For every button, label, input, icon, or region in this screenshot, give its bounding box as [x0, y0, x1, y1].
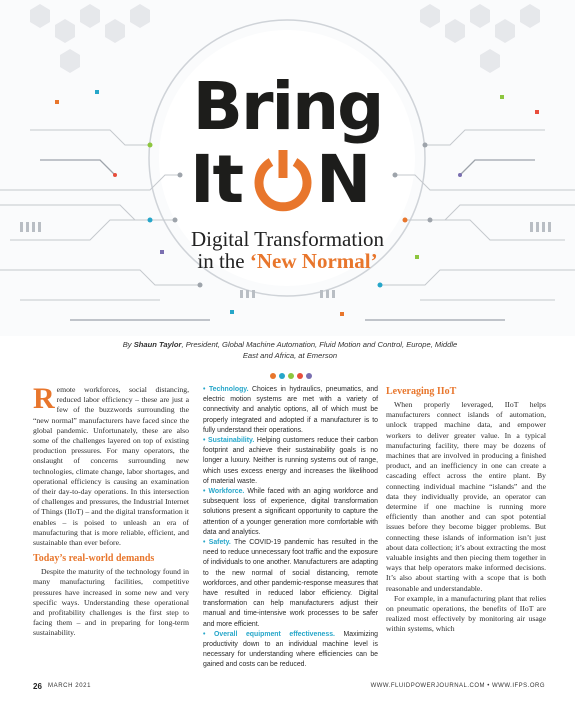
title-word-bring: Bring [192, 68, 383, 145]
bullet-oee: • Overall equipment effectiveness. Maximizing productivity down to an individual machine level is necessary for understanding where efficiencies can be gained and costs can be reduced. [203, 630, 379, 669]
iiot-paragraph-1: When properly leveraged, IIoT helps manufacturers connect islands of automation, unlock trapped machine data, and empower workers to deliver greater value. In a typical manufacturing facility, there may be dozens of machines that are involved in producing a finished product, and an inefficiency in one can create a cascading effect across the entire plant. By connecting individual machine “islands” and the data they individually provide, an operator can determine if one machine is running more efficiently than another and can spot potential issues before they become bigger problems. But connecting these islands of information isn’t just about data collection; it’s about extracting the most valuable insights and then piecing them together in ways that help operators make informed decisions. It’s also about starting with a scope that is both reasonable and understandable. [386, 400, 546, 593]
dot-2 [279, 373, 285, 379]
bullet-head: Sustainability. [208, 437, 255, 445]
bullet-text: Helping customers reduce their carbon footprint and achieve their sustainability goals is no longer a luxury. Neither is running systems out of range, which uses excess energy and increases the likelihood of material waste. [203, 437, 378, 485]
byline-prefix: By [122, 340, 132, 349]
dot-5 [306, 373, 312, 379]
bullet-head: Safety. [208, 539, 231, 547]
bullet-text: Choices in hydraulics, pneumatics, and electric motion systems are met with a variety of connectivity and analytic options, all of which must be properly integrated and adopted if a manufacturer is to fully understand their operations. [203, 386, 379, 434]
subtitle-line-1: Digital Transformation [190, 227, 385, 251]
byline-author: Shaun Taylor [133, 340, 182, 349]
iiot-paragraph-2: For example, in a manufacturing plant that relies on pneumatic operations, the benefits of IIoT are realized most effectively by monitoring air usage within systems, which [386, 593, 546, 634]
section-heading-demands: Today’s real-world demands [33, 553, 155, 565]
subtitle-highlight: ‘New Normal’ [249, 249, 378, 273]
demands-paragraph: Despite the maturity of the technology found in many manufacturing facilities, competitive pressures have increased in some new and very specific ways. Understanding these operational and profitability challenges is the first step to facing them – and in preparing for long-term sustainability. [33, 567, 189, 638]
bullet-workforce: • Workforce. While faced with an aging workforce and subsequent loss of experience, digital transformation solutions present a significant opportunity to capture the attention of a younger generation more comfortable with data and analytics. [203, 488, 379, 536]
article-column-1 [33, 382, 189, 639]
intro-text: emote workforces, social distancing, reduced labor efficiency – these are just a few of the buzzwords surrounding the “new normal” manufacturers have faced since the global pandemic. Unfortunately, these are also some of the challenges layered on top of existing production pressures. For many operators, the onslaught of concerns surrounding new technologies, climate change, labor shortages, and operational efficiency is causing an examination of their day-to-day operations. In this intersection of challenges and pressures, the Industrial Internet of Things (IIoT) – and the digital transformation it enables – is poised to unleash an era of manufacturing that is more reliable, efficient, and sustainable than ever before. [33, 385, 189, 548]
bullet-text: Maximizing productivity down to an individual machine level is necessary for understanding where efficiencies can be gained and costs can be reduced. [203, 630, 379, 669]
issue-date: MARCH 2021 [48, 683, 92, 689]
page-number: 26 [33, 682, 42, 691]
power-icon [253, 150, 313, 212]
bullet-safety: • Safety. The COVID-19 pandemic has resulted in the need to reduce unnecessary foot traffic and the exposure of individuals to one another. Manufacturers are adapting to the new normal of social distancing, remote workforces, and other pandemic-response measures that have resulted in reduced labor efficiency. Digital transformation can help manufacturers adjust their manual and time-intensive work processes to be safer and more efficient. [203, 539, 379, 628]
title-it: It [190, 141, 243, 218]
intro-paragraph [33, 382, 189, 548]
dot-1 [270, 373, 276, 379]
subtitle-line-2 [0, 249, 575, 274]
dot-3 [288, 373, 294, 379]
website-links[interactable]: WWW.FLUIDPOWERJOURNAL.COM • WWW.IFPS.ORG [370, 683, 545, 689]
byline [120, 340, 460, 361]
section-heading-iiot: Leveraging IIoT [386, 386, 457, 397]
bullet-head: Overall equipment effectiveness. [214, 630, 335, 638]
title-word-it-on [0, 142, 575, 218]
bullet-sustainability: • Sustainability. Helping customers reduce their carbon footprint and achieve their sustainability goals is no longer a luxury. Neither is running systems out of range, which uses excess energy and increases the likelihood of material waste. [203, 437, 378, 485]
byline-role: , President, Global Machine Automation, Fluid Motion and Control, Europe, Middle East and Africa, at Emerson [181, 340, 458, 360]
decorative-dots [270, 373, 312, 379]
bullet-text: While faced with an aging workforce and subsequent loss of experience, digital transformation solutions present a significant opportunity to capture the attention of a younger generation more comfortable with data and analytics. [203, 488, 379, 536]
page-footer [33, 682, 545, 694]
bullet-technology: • Technology. Choices in hydraulics, pneumatics, and electric motion systems are met with a variety of connectivity and analytic options, all of which must be properly integrated and adopted if a manufacturer is to fully understand their operations. [203, 386, 379, 434]
drop-cap: R [33, 382, 55, 415]
article-column-3 [386, 385, 546, 635]
bullet-head: Technology. [208, 386, 249, 393]
dot-4 [297, 373, 303, 379]
title-n: N [316, 141, 370, 218]
article-column-2 [203, 385, 378, 671]
subtitle-prefix: in the [197, 249, 245, 273]
bullet-head: Workforce. [208, 488, 245, 496]
hero-illustration [0, 0, 575, 336]
bullet-text: The COVID-19 pandemic has resulted in the need to reduce unnecessary foot traffic and the exposure of individuals to one another. Manufacturers are adapting to the new normal of social distancing, remote workforces, and other pandemic-response measures that have resulted in reduced labor efficiency. Digital transformation can help manufacturers adjust their manual and time-intensive work processes to be safer and more efficient. [203, 539, 379, 628]
